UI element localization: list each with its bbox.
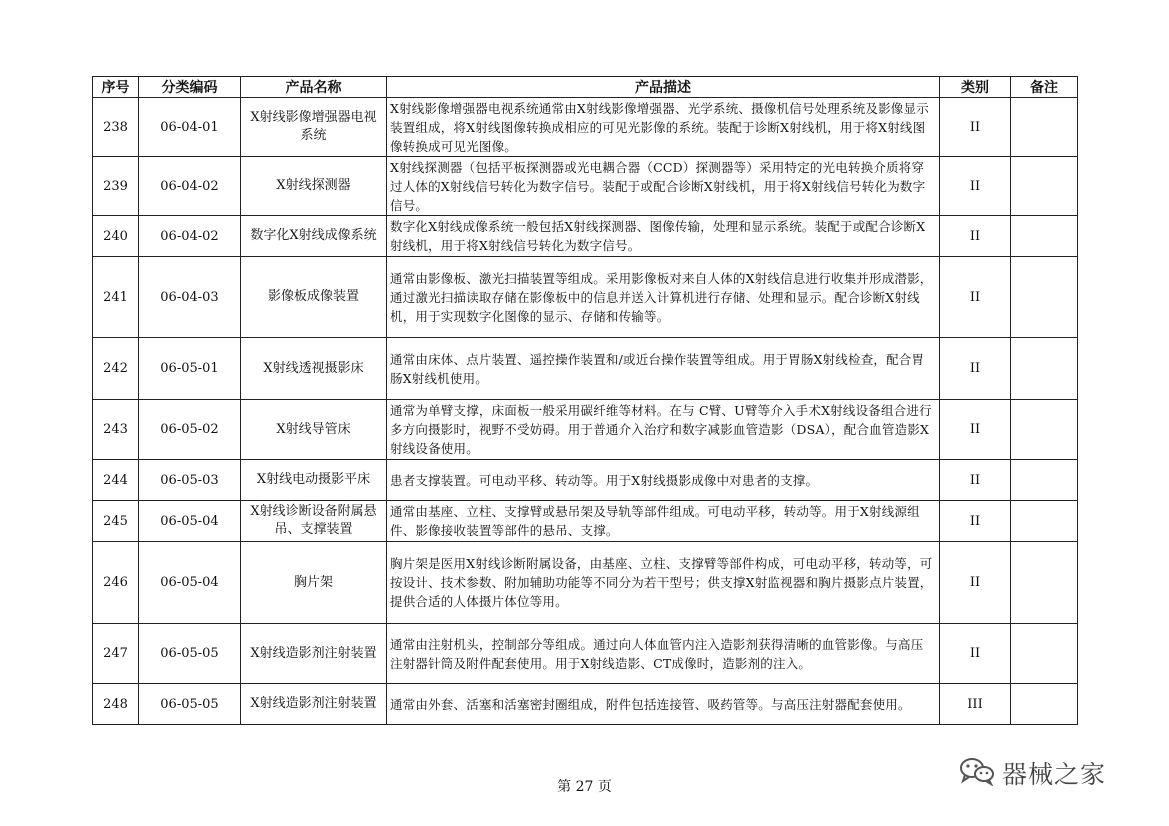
row-code: 06-04-02 (139, 216, 241, 257)
header-note: 备注 (1011, 77, 1078, 98)
row-note (1011, 338, 1078, 400)
row-name: 胸片架 (241, 542, 387, 624)
row-code: 06-04-03 (139, 257, 241, 338)
table-row (93, 257, 1078, 338)
row-name: X射线影像增强器电视系统 (241, 98, 387, 157)
row-code: 06-05-04 (139, 501, 241, 542)
row-name: 数字化X射线成像系统 (241, 216, 387, 257)
row-class: II (940, 542, 1011, 624)
row-note (1011, 257, 1078, 338)
row-name: X射线造影剂注射装置 (241, 684, 387, 725)
table-row (93, 216, 1078, 257)
row-note (1011, 216, 1078, 257)
row-desc: X射线影像增强器电视系统通常由X射线影像增强器、光学系统、摄像机信号处理系统及影像显示装置组成，将X射线图像转换成相应的可见光影像的系统。装配于诊断X射线机，用于将X射线图像转换成可见光图像。 (387, 98, 940, 157)
row-num: 246 (93, 542, 139, 624)
row-class: II (940, 624, 1011, 684)
row-class: II (940, 98, 1011, 157)
table-row (93, 684, 1078, 725)
watermark-text: 器械之家 (1002, 760, 1107, 789)
row-code: 06-05-01 (139, 338, 241, 400)
row-code: 06-05-02 (139, 400, 241, 460)
row-desc: 患者支撑装置。可电动平移、转动等。用于X射线摄影成像中对患者的支撑。 (387, 460, 940, 501)
row-note (1011, 542, 1078, 624)
row-num: 247 (93, 624, 139, 684)
row-num: 239 (93, 157, 139, 216)
row-desc: 通常为单臂支撑，床面板一般采用碳纤维等材料。在与 C臂、U臂等介入手术X射线设备组合进行多方向摄影时，视野不受妨碍。用于普通介入治疗和数字减影血管造影（DSA），配合血管造影X射线设备使用。 (387, 400, 940, 460)
row-code: 06-05-05 (139, 684, 241, 725)
row-class: II (940, 338, 1011, 400)
row-num: 241 (93, 257, 139, 338)
row-num: 243 (93, 400, 139, 460)
table-row (93, 501, 1078, 542)
row-num: 248 (93, 684, 139, 725)
row-desc: 通常由影像板、激光扫描装置等组成。采用影像板对来自人体的X射线信息进行收集并形成潜影，通过激光扫描读取存储在影像板中的信息并送入计算机进行存储、处理和显示。配合诊断X射线机，用于实现数字化图像的显示、存储和传输等。 (387, 257, 940, 338)
row-desc: 通常由外套、活塞和活塞密封圈组成，附件包括连接管、吸药管等。与高压注射器配套使用。 (387, 684, 940, 725)
row-name: X射线透视摄影床 (241, 338, 387, 400)
row-note (1011, 400, 1078, 460)
row-num: 240 (93, 216, 139, 257)
row-code: 06-05-04 (139, 542, 241, 624)
row-note (1011, 157, 1078, 216)
row-desc: 通常由基座、立柱、支撑臂或悬吊架及导轨等部件组成。可电动平移，转动等。用于X射线源组件、影像接收装置等部件的悬吊、支撑。 (387, 501, 940, 542)
row-name: X射线探测器 (241, 157, 387, 216)
row-class: II (940, 257, 1011, 338)
header-code: 分类编码 (139, 77, 241, 98)
row-code: 06-04-01 (139, 98, 241, 157)
header-desc: 产品描述 (387, 77, 940, 98)
row-note (1011, 98, 1078, 157)
row-name: X射线导管床 (241, 400, 387, 460)
row-name: X射线电动摄影平床 (241, 460, 387, 501)
row-class: II (940, 501, 1011, 542)
table-row (93, 542, 1078, 624)
row-name: 影像板成像装置 (241, 257, 387, 338)
row-num: 238 (93, 98, 139, 157)
table-header-row (93, 77, 1078, 98)
table-row (93, 624, 1078, 684)
row-code: 06-05-05 (139, 624, 241, 684)
table-row (93, 460, 1078, 501)
table-row (93, 157, 1078, 216)
row-num: 244 (93, 460, 139, 501)
page-number: 第 27 页 (557, 779, 612, 795)
header-class: 类别 (940, 77, 1011, 98)
row-class: II (940, 216, 1011, 257)
header-name: 产品名称 (241, 77, 387, 98)
row-note (1011, 684, 1078, 725)
row-code: 06-04-02 (139, 157, 241, 216)
row-name: X射线造影剂注射装置 (241, 624, 387, 684)
row-note (1011, 624, 1078, 684)
row-name: X射线诊断设备附属悬吊、支撑装置 (241, 501, 387, 542)
wechat-icon (958, 756, 996, 790)
header-num: 序号 (93, 77, 139, 98)
row-class: III (940, 684, 1011, 725)
table-row (93, 98, 1078, 157)
table-row (93, 338, 1078, 400)
row-class: II (940, 460, 1011, 501)
row-note (1011, 501, 1078, 542)
product-catalog-table (92, 76, 1078, 725)
row-num: 245 (93, 501, 139, 542)
row-class: II (940, 157, 1011, 216)
row-class: II (940, 400, 1011, 460)
row-note (1011, 460, 1078, 501)
row-desc: 胸片架是医用X射线诊断附属设备，由基座、立柱、支撑臂等部件构成，可电动平移，转动等，可按设计、技术参数、附加辅助功能等不同分为若干型号；供支撑X射监视器和胸片摄影点片装置，提供合适的人体摄片体位等用。 (387, 542, 940, 624)
row-desc: 通常由床体、点片装置、遥控操作装置和/或近台操作装置等组成。用于胃肠X射线检查，配合胃肠X射线机使用。 (387, 338, 940, 400)
row-num: 242 (93, 338, 139, 400)
watermark (958, 755, 1106, 791)
row-desc: X射线探测器（包括平板探测器或光电耦合器（CCD）探测器等）采用特定的光电转换介质将穿过人体的X射线信号转化为数字信号。装配于或配合诊断X射线机，用于将X射线信号转化为数字信号。 (387, 157, 940, 216)
row-desc: 通常由注射机头，控制部分等组成。通过向人体血管内注入造影剂获得清晰的血管影像。与高压注射器针筒及附件配套使用。用于X射线造影、CT成像时，造影剂的注入。 (387, 624, 940, 684)
row-desc: 数字化X射线成像系统一般包括X射线探测器、图像传输，处理和显示系统。装配于或配合诊断X射线机，用于将X射线信号转化为数字信号。 (387, 216, 940, 257)
table-row (93, 400, 1078, 460)
row-code: 06-05-03 (139, 460, 241, 501)
